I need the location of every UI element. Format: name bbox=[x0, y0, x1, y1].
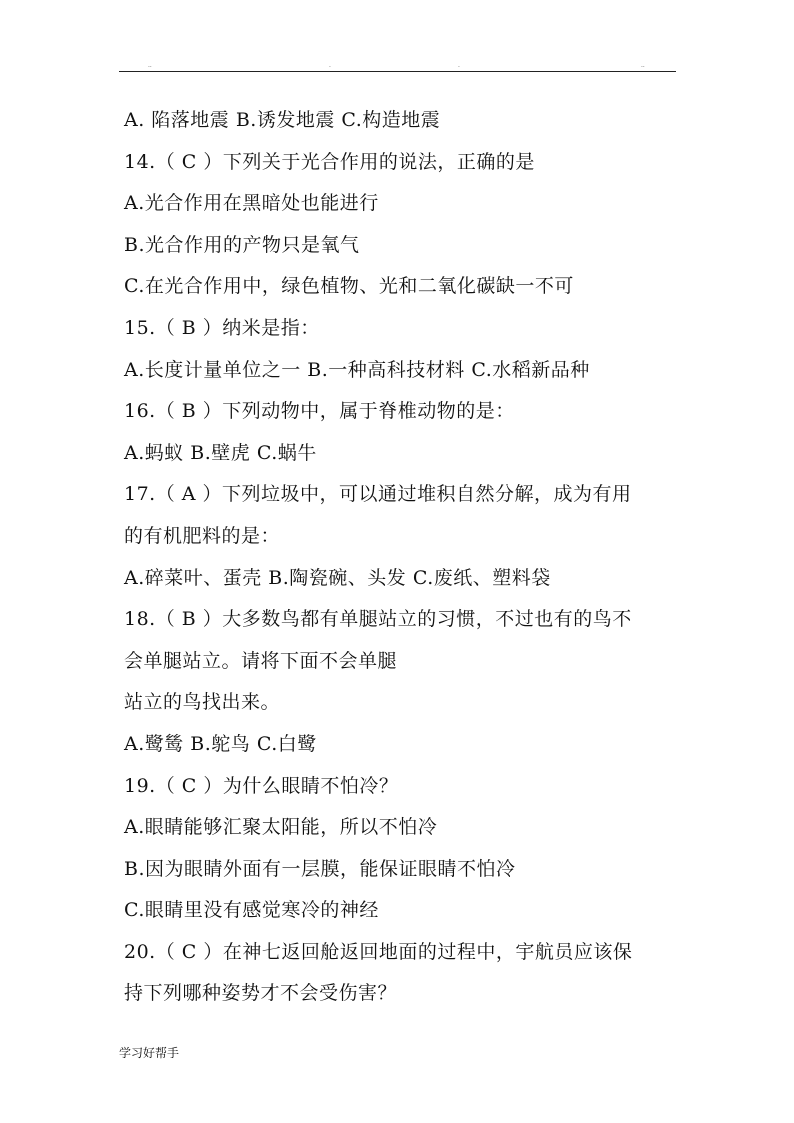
header-mark: . bbox=[458, 62, 460, 69]
document-body bbox=[124, 100, 684, 1015]
question-16: 16.（ B ）下列动物中，属于脊椎动物的是： bbox=[124, 400, 515, 423]
option-19-c: C.眼睛里没有感觉寒冷的神经 bbox=[124, 899, 379, 922]
answer-options-13: A. 陷落地震 B.诱发地震 C.构造地震 bbox=[124, 109, 441, 131]
question-15: 15.（ B ）纳米是指： bbox=[124, 316, 320, 339]
question-20: 20.（ C ）在神七返回舱返回地面的过程中，宇航员应该保 bbox=[124, 940, 633, 963]
option-14-b: B.光合作用的产物只是氧气 bbox=[124, 233, 360, 256]
question-17-cont: 的有机肥料的是： bbox=[124, 524, 281, 547]
question-17: 17.（ A ）下列垃圾中，可以通过堆积自然分解，成为有用 bbox=[124, 483, 632, 506]
footer-text: 学习好帮手 bbox=[119, 1046, 180, 1060]
question-14: 14.（ C ）下列关于光合作用的说法，正确的是 bbox=[124, 150, 535, 173]
option-14-a: A.光合作用在黑暗处也能进行 bbox=[124, 192, 379, 215]
options-18: A.鹭鸶 B.鸵鸟 C.白鹭 bbox=[124, 732, 317, 755]
options-15: A.长度计量单位之一 B.一种高科技材料 C.水稻新品种 bbox=[124, 358, 590, 381]
header-mark: .. bbox=[641, 62, 645, 69]
question-18: 18.（ B ）大多数鸟都有单腿站立的习惯，不过也有的鸟不 bbox=[124, 608, 632, 631]
question-18-cont: 会单腿站立。请将下面不会单腿 bbox=[124, 649, 398, 672]
question-20-cont: 持下列哪种姿势才不会受伤害？ bbox=[124, 982, 398, 1005]
option-19-a: A.眼睛能够汇聚太阳能，所以不怕冷 bbox=[124, 816, 438, 839]
options-17: A.碎菜叶、蛋壳 B.陶瓷碗、头发 C.废纸、塑料袋 bbox=[124, 566, 551, 589]
header-mark: . bbox=[329, 62, 331, 69]
question-18-cont-2: 站立的鸟找出来。 bbox=[124, 691, 281, 714]
option-19-b: B.因为眼睛外面有一层膜，能保证眼睛不怕冷 bbox=[124, 857, 516, 880]
header-mark: .. bbox=[148, 62, 152, 69]
option-14-c: C.在光合作用中，绿色植物、光和二氧化碳缺一不可 bbox=[124, 275, 574, 298]
question-19: 19.（ C ）为什么眼睛不怕冷？ bbox=[124, 774, 399, 797]
header-rule bbox=[119, 71, 676, 72]
options-16: A.蚂蚁 B.壁虎 C.蜗牛 bbox=[124, 441, 317, 464]
